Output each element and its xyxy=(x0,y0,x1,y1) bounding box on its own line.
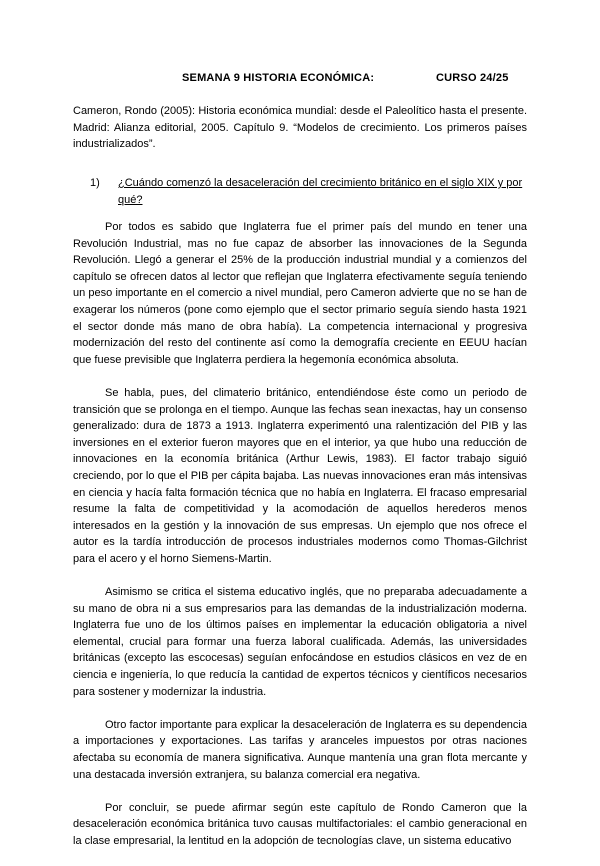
question-text: ¿Cuándo comenzó la desaceleración del crecimiento británico en el siglo XIX y por qué? xyxy=(118,177,523,206)
paragraph-1: Por todos es sabido que Inglaterra fue el primer país del mundo en tener una Revolución Industrial, mas no fue capaz de absorber las innovaciones de la Segunda Revolución. Llegó a generar el 25% de la producción industrial mundial y a comienzos del capítulo se ofrecen datos al lector que reflejan que Inglaterra efectivamente seguía teniendo un peso importante en el comercio a nivel mundial, pero Cameron advierte que no se han de exagerar los números (pone como ejemplo que el sector primario seguía siendo hasta 1921 el sector donde más mano de obra había). La competencia internacional y progresiva modernización del resto del continente así como la demografía creciente en EEUU hacían que fuese previsible que Inglaterra perdiera la hegemonía económica absoluta. xyxy=(73,221,527,366)
paragraph-5: Por concluir, se puede afirmar según este capítulo de Rondo Cameron que la desaceleración económica británica tuvo causas multifactoriales: el cambio generacional en la clase empresarial, la lentitud en la adopción de tecnologías clave, un sistema educativo xyxy=(73,801,527,847)
paragraph-3: Asimismo se critica el sistema educativo inglés, que no preparaba adecuadamente a su mano de obra ni a sus empresarios para las demandas de la industrialización moderna. Inglaterra fue uno de los últimos países en implementar la educación obligatoria a nivel elemental, crucial para formar una fuerza laboral cualificada. Además, las universidades británicas (excepto las escocesas) seguían enfocándose en estudios clásicos en vez de en ciencia e ingeniería, lo que reducía la cantidad de expertos técnicos y científicos necesarios para sostener y modernizar la industria. xyxy=(73,586,527,698)
question xyxy=(90,175,528,208)
paragraph-4: Otro factor importante para explicar la desaceleración de Inglaterra es su dependencia a importaciones y exportaciones. Las tarifas y aranceles impuestos por otras naciones afectaba su economía de manera significativa. Aunque mantenía una gran flota mercante y una destacada inversión extranjera, su balanza comercial era negativa. xyxy=(73,718,527,781)
header-course: CURSO 24/25 xyxy=(436,72,509,84)
question-number: 1) xyxy=(90,177,100,189)
citation: Cameron, Rondo (2005): Historia económica mundial: desde el Paleolítico hasta el presente. Madrid: Alianza editorial, 2005. Capítulo 9. “Modelos de crecimiento. Los primeros países industrializados”. xyxy=(73,105,527,151)
document-header xyxy=(182,70,540,87)
paragraph-2: Se habla, pues, del climaterio británico, entendiéndose éste como un periodo de transición que se prolonga en el tiempo. Aunque las fechas sean inexactas, hay un consenso generalizado: dura de 1873 a 1913. Inglaterra experimentó una ralentización del PIB y las inversiones en el exterior fueron mayores que en el interior, ya que hubo una reducción de innovaciones en la economía británica (Arthur Lewis, 1983). El factor trabajo siguió creciendo, por lo que el PIB per cápita bajaba. Las nuevas innovaciones eran más intensivas en ciencia y hacía falta formación técnica que no había en Inglaterra. El fracaso empresarial resume la falta de competitividad y la acomodación de aquellos herederos menos interesados en la gestión y la innovación de sus empresas. Un ejemplo que nos ofrece el autor es la tardía introducción de procesos industriales modernos como Thomas-Gilchrist para el acero y el horno Siemens-Martin. xyxy=(73,386,527,565)
body-text xyxy=(73,219,527,866)
header-title: SEMANA 9 HISTORIA ECONÓMICA: xyxy=(182,72,375,84)
